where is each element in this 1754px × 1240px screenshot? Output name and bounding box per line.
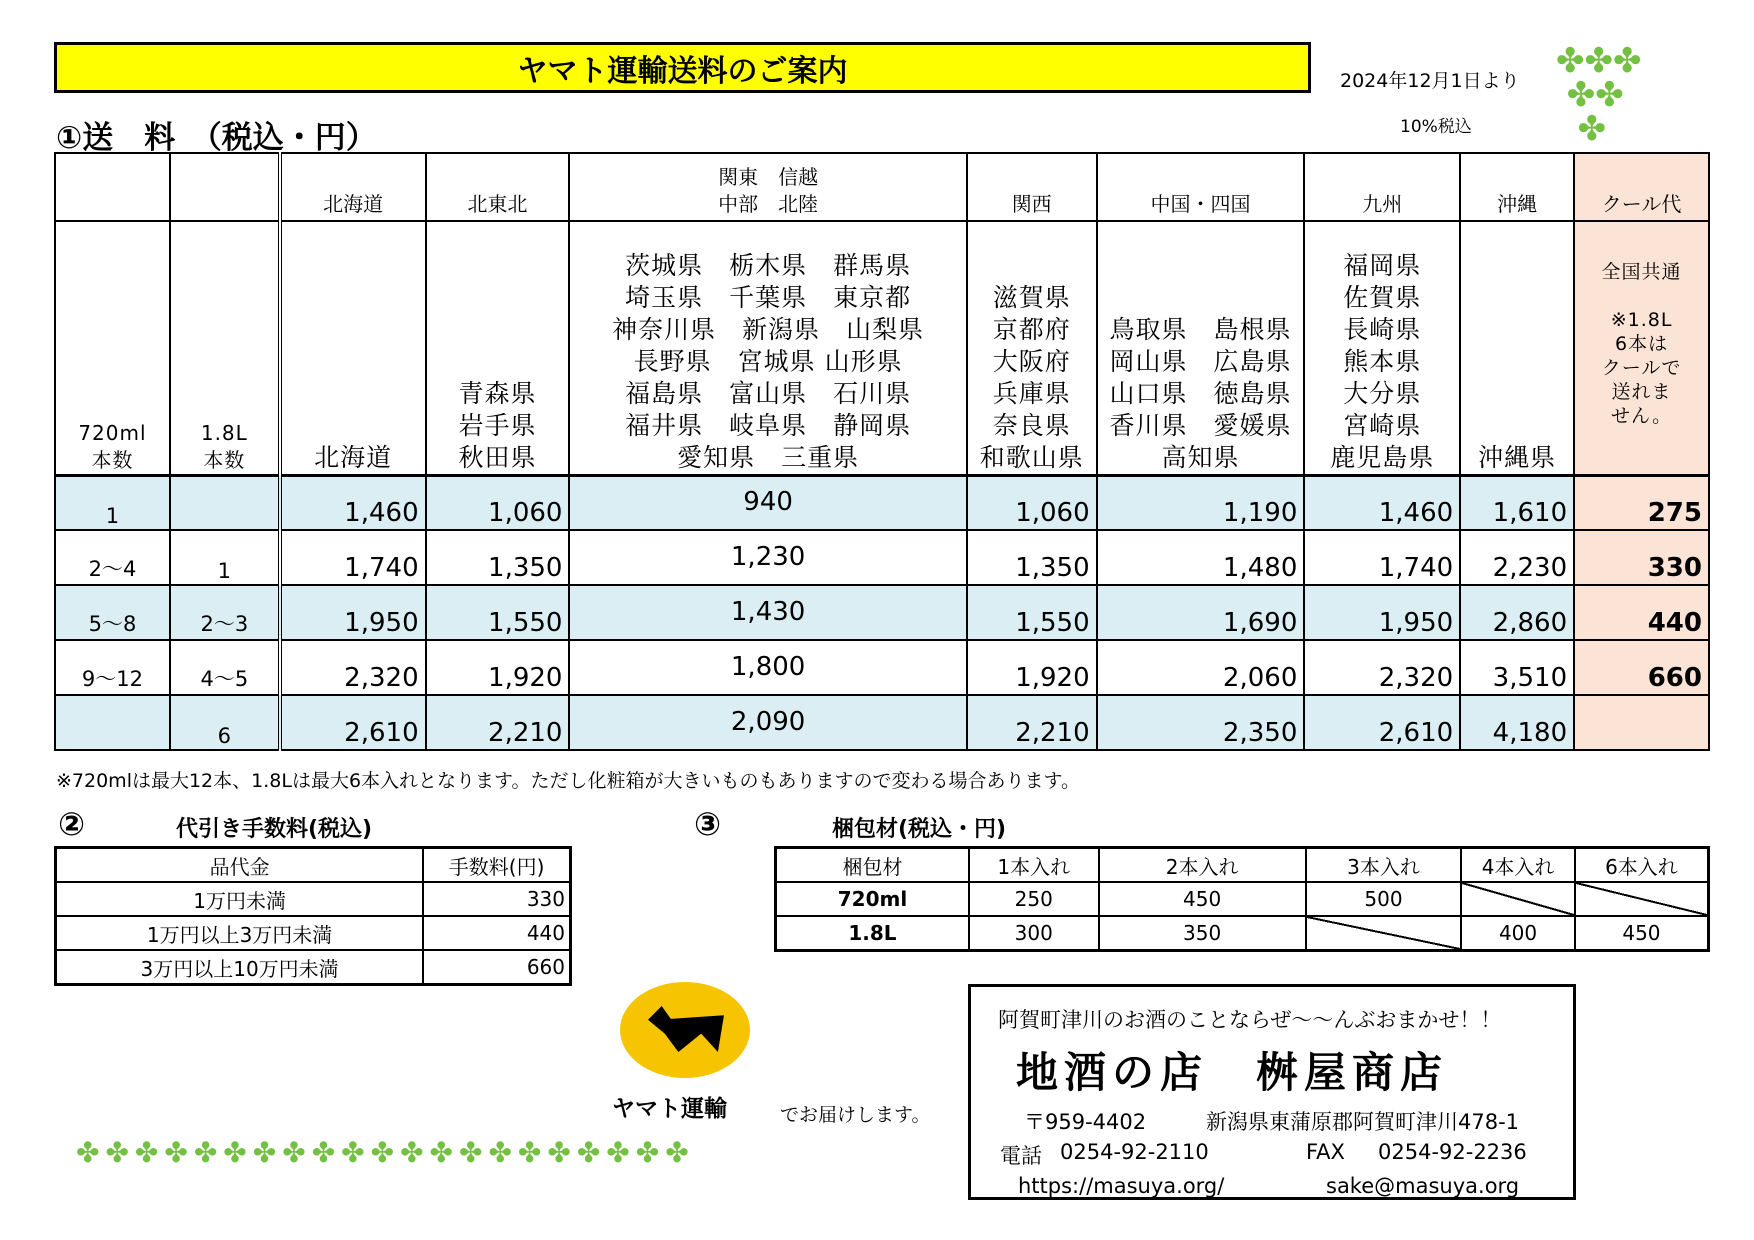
cool-fee: 440 [1574,585,1709,640]
shop-slogan: 阿賀町津川のお酒のことならぜ～～んぶおまかせ！！ [998,1008,1502,1032]
region-header [55,153,170,221]
clover-icon: ✤✤✤✤✤✤✤✤✤✤✤✤✤✤✤✤✤✤✤✤✤ [76,1136,695,1169]
clover-icon: ✤✤✤ ✤✤ ✤ [1556,41,1642,149]
column-header: 品代金 [56,848,424,883]
count-720-header: 720ml 本数 [55,221,170,475]
column-header: 梱包材 [776,848,969,883]
region-header: 北東北 [426,153,570,221]
table-row [776,882,1709,916]
prefecture-list: 北海道 [280,221,426,475]
cod-fee-table [54,846,572,986]
rate-cell: 1,800 [569,640,966,695]
rate-cell: 1,460 [280,475,426,530]
pack-empty [1461,882,1575,916]
rate-cell: 1,740 [280,530,426,585]
cool-fee: 330 [1574,530,1709,585]
rate-cell: 1,230 [569,530,966,585]
rate-cell: 1,060 [967,475,1097,530]
rate-cell: 2,320 [280,640,426,695]
column-header: 6本入れ [1575,848,1709,883]
shop-name: 地酒の店 桝屋商店 [1016,1048,1449,1097]
page-title: ヤマト運輸送料のご案内 [54,42,1311,93]
table-row [55,530,1709,585]
fee-value: 330 [423,882,570,916]
rate-cell: 4,180 [1460,695,1574,750]
prefecture-list: 青森県 岩手県 秋田県 [426,221,570,475]
price-range: 1万円未満 [56,882,424,916]
pack-price: 350 [1099,916,1306,951]
rate-cell: 1,920 [426,640,570,695]
price-range: 3万円以上10万円未満 [56,950,424,985]
rate-cell: 1,550 [967,585,1097,640]
table-header-row [56,848,571,883]
rate-cell: 1,430 [569,585,966,640]
yamato-logo-text: ヤマト運輸 [612,1096,727,1122]
rate-cell: 1,740 [1304,530,1460,585]
table-row [55,585,1709,640]
rate-cell: 1,950 [280,585,426,640]
prefecture-list: 滋賀県 京都府 大阪府 兵庫県 奈良県 和歌山県 [967,221,1097,475]
rate-cell: 2,230 [1460,530,1574,585]
count-18: 2～3 [170,585,280,640]
fee-value: 440 [423,916,570,950]
pack-price: 500 [1306,882,1461,916]
rate-cell: 1,460 [1304,475,1460,530]
table-row [56,916,571,950]
rate-cell: 2,320 [1304,640,1460,695]
prefecture-list: 茨城県 栃木県 群馬県 埼玉県 千葉県 東京都 神奈川県 新潟県 山梨県 長野県 宮城県 山形県 福島県 富山県 石川県 福井県 岐阜県 静岡県 愛知県 三重県 [569,221,966,475]
rate-cell: 1,610 [1460,475,1574,530]
capacity-note: ※720mlは最大12本、1.8Lは最大6本入れとなります。ただし化粧箱が大きいものもありますので変わる場合あります。 [56,770,1081,792]
shipping-rate-table [54,152,1710,751]
region-header-row [55,153,1709,221]
pack-price: 450 [1099,882,1306,916]
fax-number: 0254-92-2236 [1378,1140,1527,1164]
count-720: 2～4 [55,530,170,585]
region-header: 中国・四国 [1097,153,1305,221]
count-18-empty [170,475,280,530]
fee-value: 660 [423,950,570,985]
bottle-size: 1.8L [776,916,969,951]
rate-cell: 2,610 [1304,695,1460,750]
rate-cell: 1,350 [426,530,570,585]
delivery-text: でお届けします。 [780,1104,931,1126]
table-row [55,640,1709,695]
column-header: 2本入れ [1099,848,1306,883]
rate-cell: 1,550 [426,585,570,640]
prefecture-row [55,221,1709,475]
rate-cell: 2,060 [1097,640,1305,695]
packing-material-table [774,846,1710,952]
count-18: 4～5 [170,640,280,695]
rate-cell: 1,480 [1097,530,1305,585]
cool-note: 全国共通 ※1.8L 6本は クールで 送れま せん。 [1574,221,1709,475]
section2-number: ② [58,805,86,843]
rate-cell: 1,950 [1304,585,1460,640]
region-header: 九州 [1304,153,1460,221]
price-range: 1万円以上3万円未満 [56,916,424,950]
rate-cell: 1,060 [426,475,570,530]
count-18-header: 1.8L 本数 [170,221,280,475]
rate-cell: 1,190 [1097,475,1305,530]
region-header: 沖縄 [1460,153,1574,221]
tel-number: 0254-92-2110 [1060,1140,1209,1164]
count-720-empty [55,695,170,750]
table-row [55,695,1709,750]
count-18: 1 [170,530,280,585]
rate-cell: 1,920 [967,640,1097,695]
column-header: 3本入れ [1306,848,1461,883]
table-row [56,882,571,916]
count-720: 5～8 [55,585,170,640]
rate-cell: 2,350 [1097,695,1305,750]
region-header: クール代 [1574,153,1709,221]
section2-title: 代引き手数料(税込) [176,817,373,842]
rate-cell: 2,210 [967,695,1097,750]
cool-fee-empty [1574,695,1709,750]
table-header-row [776,848,1709,883]
pack-empty [1575,882,1709,916]
table-row [55,475,1709,530]
region-header: 関西 [967,153,1097,221]
pack-price: 400 [1461,916,1575,951]
section1-title: ①送 料 （税込・円） [56,120,377,156]
postal-code: 〒959-4402 [1024,1110,1147,1134]
column-header: 4本入れ [1461,848,1575,883]
prefecture-list: 鳥取県 島根県 岡山県 広島県 山口県 徳島県 香川県 愛媛県 高知県 [1097,221,1305,475]
column-header: 1本入れ [969,848,1099,883]
pack-price: 450 [1575,916,1709,951]
rate-cell: 2,860 [1460,585,1574,640]
rate-cell: 2,090 [569,695,966,750]
count-720: 1 [55,475,170,530]
prefecture-list: 福岡県 佐賀県 長崎県 熊本県 大分県 宮崎県 鹿児島県 [1304,221,1460,475]
pack-empty [1306,916,1461,951]
rate-cell: 3,510 [1460,640,1574,695]
rate-cell: 2,210 [426,695,570,750]
shop-email-link[interactable]: sake@masuya.org [1326,1174,1520,1198]
effective-date: 2024年12月1日より [1340,70,1520,92]
rate-cell: 940 [569,475,966,530]
fax-label: FAX [1306,1140,1345,1164]
column-header: 手数料(円) [423,848,570,883]
rate-cell: 1,690 [1097,585,1305,640]
region-header: 北海道 [280,153,426,221]
section3-number: ③ [694,805,722,843]
count-18: 6 [170,695,280,750]
region-header: 関東 信越 中部 北陸 [569,153,966,221]
shop-url-link[interactable]: https://masuya.org/ [1018,1174,1225,1198]
shop-address: 新潟県東蒲原郡阿賀町津川478-1 [1206,1110,1520,1134]
prefecture-list: 沖縄県 [1460,221,1574,475]
table-row [776,916,1709,951]
tel-label: 電話 [1000,1144,1042,1168]
rate-cell: 1,350 [967,530,1097,585]
count-720: 9～12 [55,640,170,695]
pack-price: 250 [969,882,1099,916]
tax-note: 10%税込 [1400,117,1472,137]
cool-fee: 275 [1574,475,1709,530]
pack-price: 300 [969,916,1099,951]
cool-fee: 660 [1574,640,1709,695]
region-header [170,153,280,221]
table-row [56,950,571,985]
rate-cell: 2,610 [280,695,426,750]
bottle-size: 720ml [776,882,969,916]
section3-title: 梱包材(税込・円) [832,817,1007,842]
